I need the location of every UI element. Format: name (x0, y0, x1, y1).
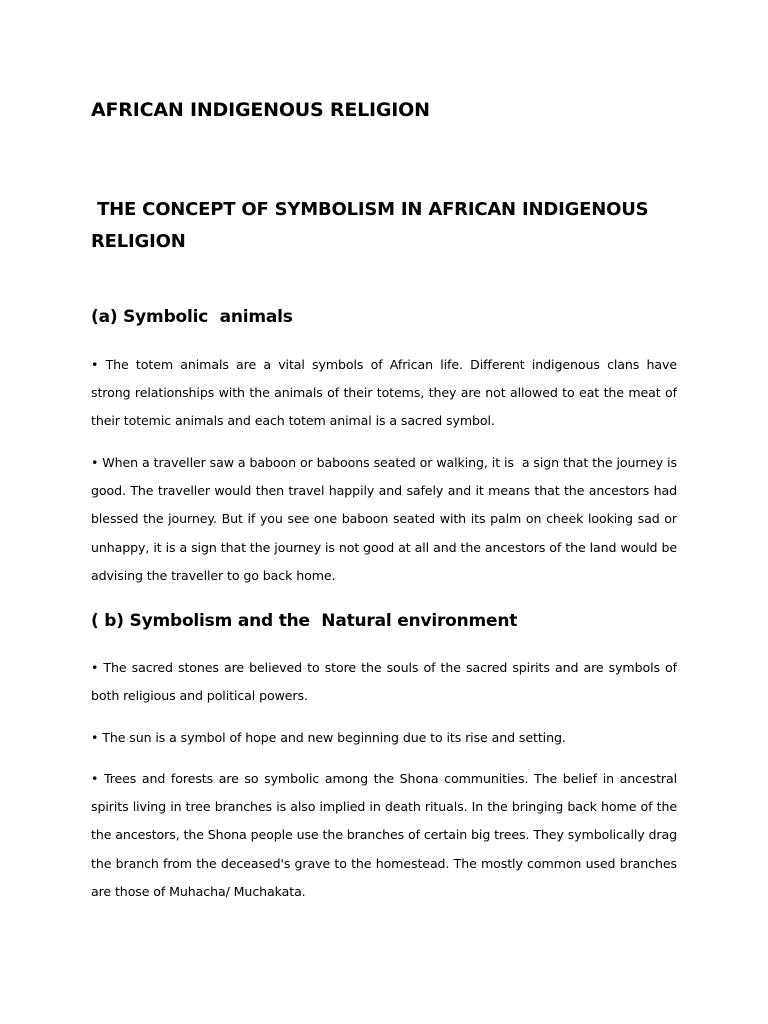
section-heading-symbolic-animals: (a) Symbolic animals (91, 307, 293, 327)
paragraph-sun-symbol: • The sun is a symbol of hope and new beginning due to its rise and setting. (91, 730, 566, 745)
paragraph-sacred-stones: • The sacred stones are believed to store the souls of the sacred spirits and are symbols of both religious and political powers. (91, 660, 681, 704)
document-subtitle: THE CONCEPT OF SYMBOLISM IN AFRICAN INDIGENOUS RELIGION (91, 199, 655, 252)
paragraph-baboon-sign: • When a traveller saw a baboon or baboons seated or walking, it is a sign that the journey is good. The traveller would then travel happily and safely and it means that the ancestors had blessed the journey. But if you see one baboon seated with its palm on cheek looking sad or unhappy, it is a sign that the journey is not good at all and the ancestors of the land would be advising the traveller to go back home. (91, 455, 681, 583)
document-title: AFRICAN INDIGENOUS RELIGION (91, 99, 430, 121)
paragraph-trees-forests: • Trees and forests are so symbolic among the Shona communities. The belief in ancestral spirits living in tree branches is also implied in death rituals. In the bringing back home of the the ancestors, the Shona people use the branches of certain big trees. They symbolically drag the branch from the deceased's grave to the homestead. The mostly common used branches are those of Muhacha/ Muchakata. (91, 771, 681, 899)
section-heading-natural-environment: ( b) Symbolism and the Natural environment (91, 611, 518, 631)
paragraph-totem-animals: • The totem animals are a vital symbols of African life. Different indigenous clans have strong relationships with the animals of their totems, they are not allowed to eat the meat of their totemic animals and each totem animal is a sacred symbol. (91, 357, 685, 429)
